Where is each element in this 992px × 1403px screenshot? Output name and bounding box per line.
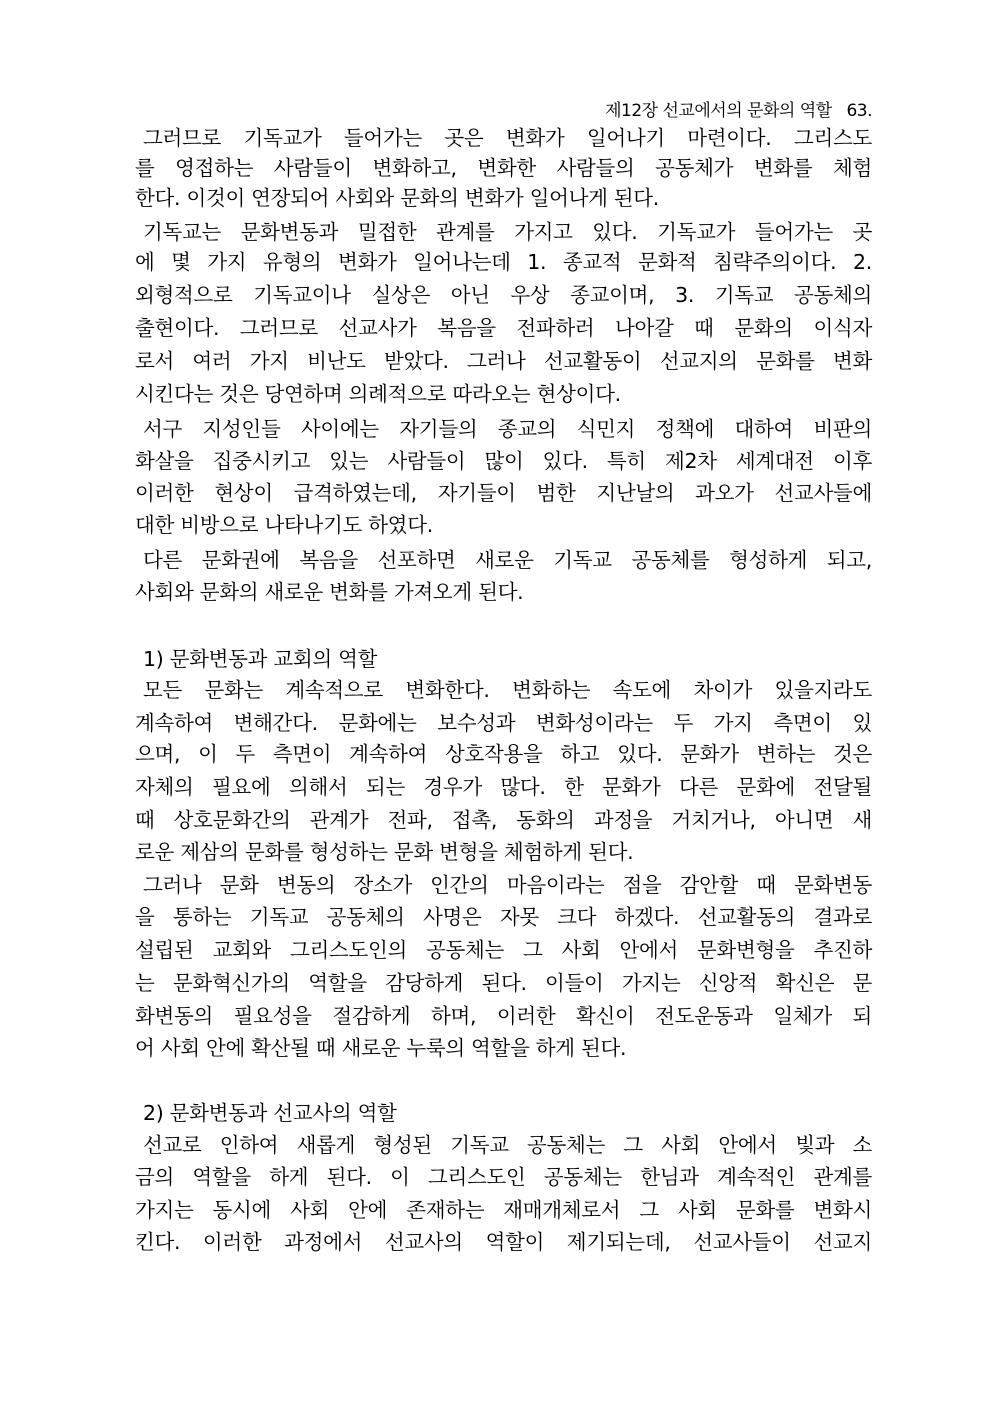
paragraph-7-line: 가지는 동시에 사회 안에 존재하는 재매개체로서 그 사회 문화를 변화시 [135,1198,872,1222]
paragraph-6-line: 화변동의 필요성을 절감하게 하며, 이러한 확신이 전도운동과 일체가 되 [135,1004,872,1028]
paragraph-5-line: 으며, 이 두 측면이 계속하여 상호작용을 하고 있다. 문화가 변하는 것은 [135,742,872,766]
paragraph-6-line: 설립된 교회와 그리스도인의 공동체는 그 사회 안에서 문화변형을 추진하 [135,938,872,962]
paragraph-2-line: 시킨다는 것은 당연하며 의례적으로 따라오는 현상이다. [135,382,621,406]
paragraph-3-line: 대한 비방으로 나타나기도 하였다. [135,513,433,537]
paragraph-5-line: 때 상호문화간의 관계가 전파, 접촉, 동화의 과정을 거치거나, 아니면 새 [135,808,872,832]
paragraph-1-line: 한다. 이것이 연장되어 사회와 문화의 변화가 일어나게 된다. [135,186,660,210]
paragraph-6-line: 어 사회 안에 확산될 때 새로운 누룩의 역할을 하게 된다. [135,1036,627,1060]
paragraph-6-line: 그러나 문화 변동의 장소가 인간의 마음이라는 점을 감안할 때 문화변동 [143,873,872,897]
section-1-heading: 1) 문화변동과 교회의 역할 [143,647,378,671]
paragraph-3-line: 이러한 현상이 급격하였는데, 자기들이 범한 지난날의 과오가 선교사들에 [135,481,872,505]
paragraph-1-line: 그러므로 기독교가 들어가는 곳은 변화가 일어나기 마련이다. 그리스도 [143,126,872,150]
paragraph-5-line: 계속하여 변해간다. 문화에는 보수성과 변화성이라는 두 가지 측면이 있 [135,711,872,735]
paragraph-7-line: 킨다. 이러한 과정에서 선교사의 역할이 제기되는데, 선교사들이 선교지 [135,1230,872,1254]
paragraph-6-line: 을 통하는 기독교 공동체의 사명은 자못 크다 하겠다. 선교활동의 결과로 [135,905,872,929]
paragraph-5-line: 로운 제삼의 문화를 형성하는 문화 변형을 체험하게 된다. [135,840,634,864]
paragraph-2-line: 기독교는 문화변동과 밀접한 관계를 가지고 있다. 기독교가 들어가는 곳 [143,220,872,244]
paragraph-1-line: 를 영접하는 사람들이 변화하고, 변화한 사람들의 공동체가 변화를 체험 [135,156,872,180]
chapter-title: 제12장 선교에서의 문화의 역할 [605,101,832,121]
page-number: 63. [846,101,872,121]
paragraph-7-line: 금의 역할을 하게 된다. 이 그리스도인 공동체는 한님과 계속적인 관계를 [135,1165,872,1189]
paragraph-5-line: 자체의 필요에 의해서 되는 경우가 많다. 한 문화가 다른 문화에 전달될 [135,775,872,799]
paragraph-2-line: 외형적으로 기독교이나 실상은 아닌 우상 종교이며, 3. 기독교 공동체의 [135,283,872,307]
paragraph-6-line: 는 문화혁신가의 역할을 감당하게 된다. 이들이 가지는 신앙적 확신은 문 [135,971,872,995]
paragraph-2-line: 출현이다. 그러므로 선교사가 복음을 전파하러 나아갈 때 문화의 이식자 [135,316,872,340]
paragraph-7-line: 선교로 인하여 새롭게 형성된 기독교 공동체는 그 사회 안에서 빛과 소 [143,1133,872,1157]
paragraph-4-line: 사회와 문화의 새로운 변화를 가져오게 된다. [135,580,524,604]
running-header [560,96,872,121]
paragraph-5-line: 모든 문화는 계속적으로 변화한다. 변화하는 속도에 차이가 있을지라도 [143,678,872,702]
paragraph-3-line: 서구 지성인들 사이에는 자기들의 종교의 식민지 정책에 대하여 비판의 [143,417,872,441]
paragraph-2-line: 에 몇 가지 유형의 변화가 일어나는데 1. 종교적 문화적 침략주의이다. 2. [135,250,872,274]
paragraph-3-line: 화살을 집중시키고 있는 사람들이 많이 있다. 특히 제2차 세계대전 이후 [135,449,872,473]
section-2-heading: 2) 문화변동과 선교사의 역할 [143,1101,397,1125]
paragraph-2-line: 로서 여러 가지 비난도 받았다. 그러나 선교활동이 선교지의 문화를 변화 [135,349,872,373]
paragraph-4-line: 다른 문화권에 복음을 선포하면 새로운 기독교 공동체를 형성하게 되고, [143,548,872,572]
